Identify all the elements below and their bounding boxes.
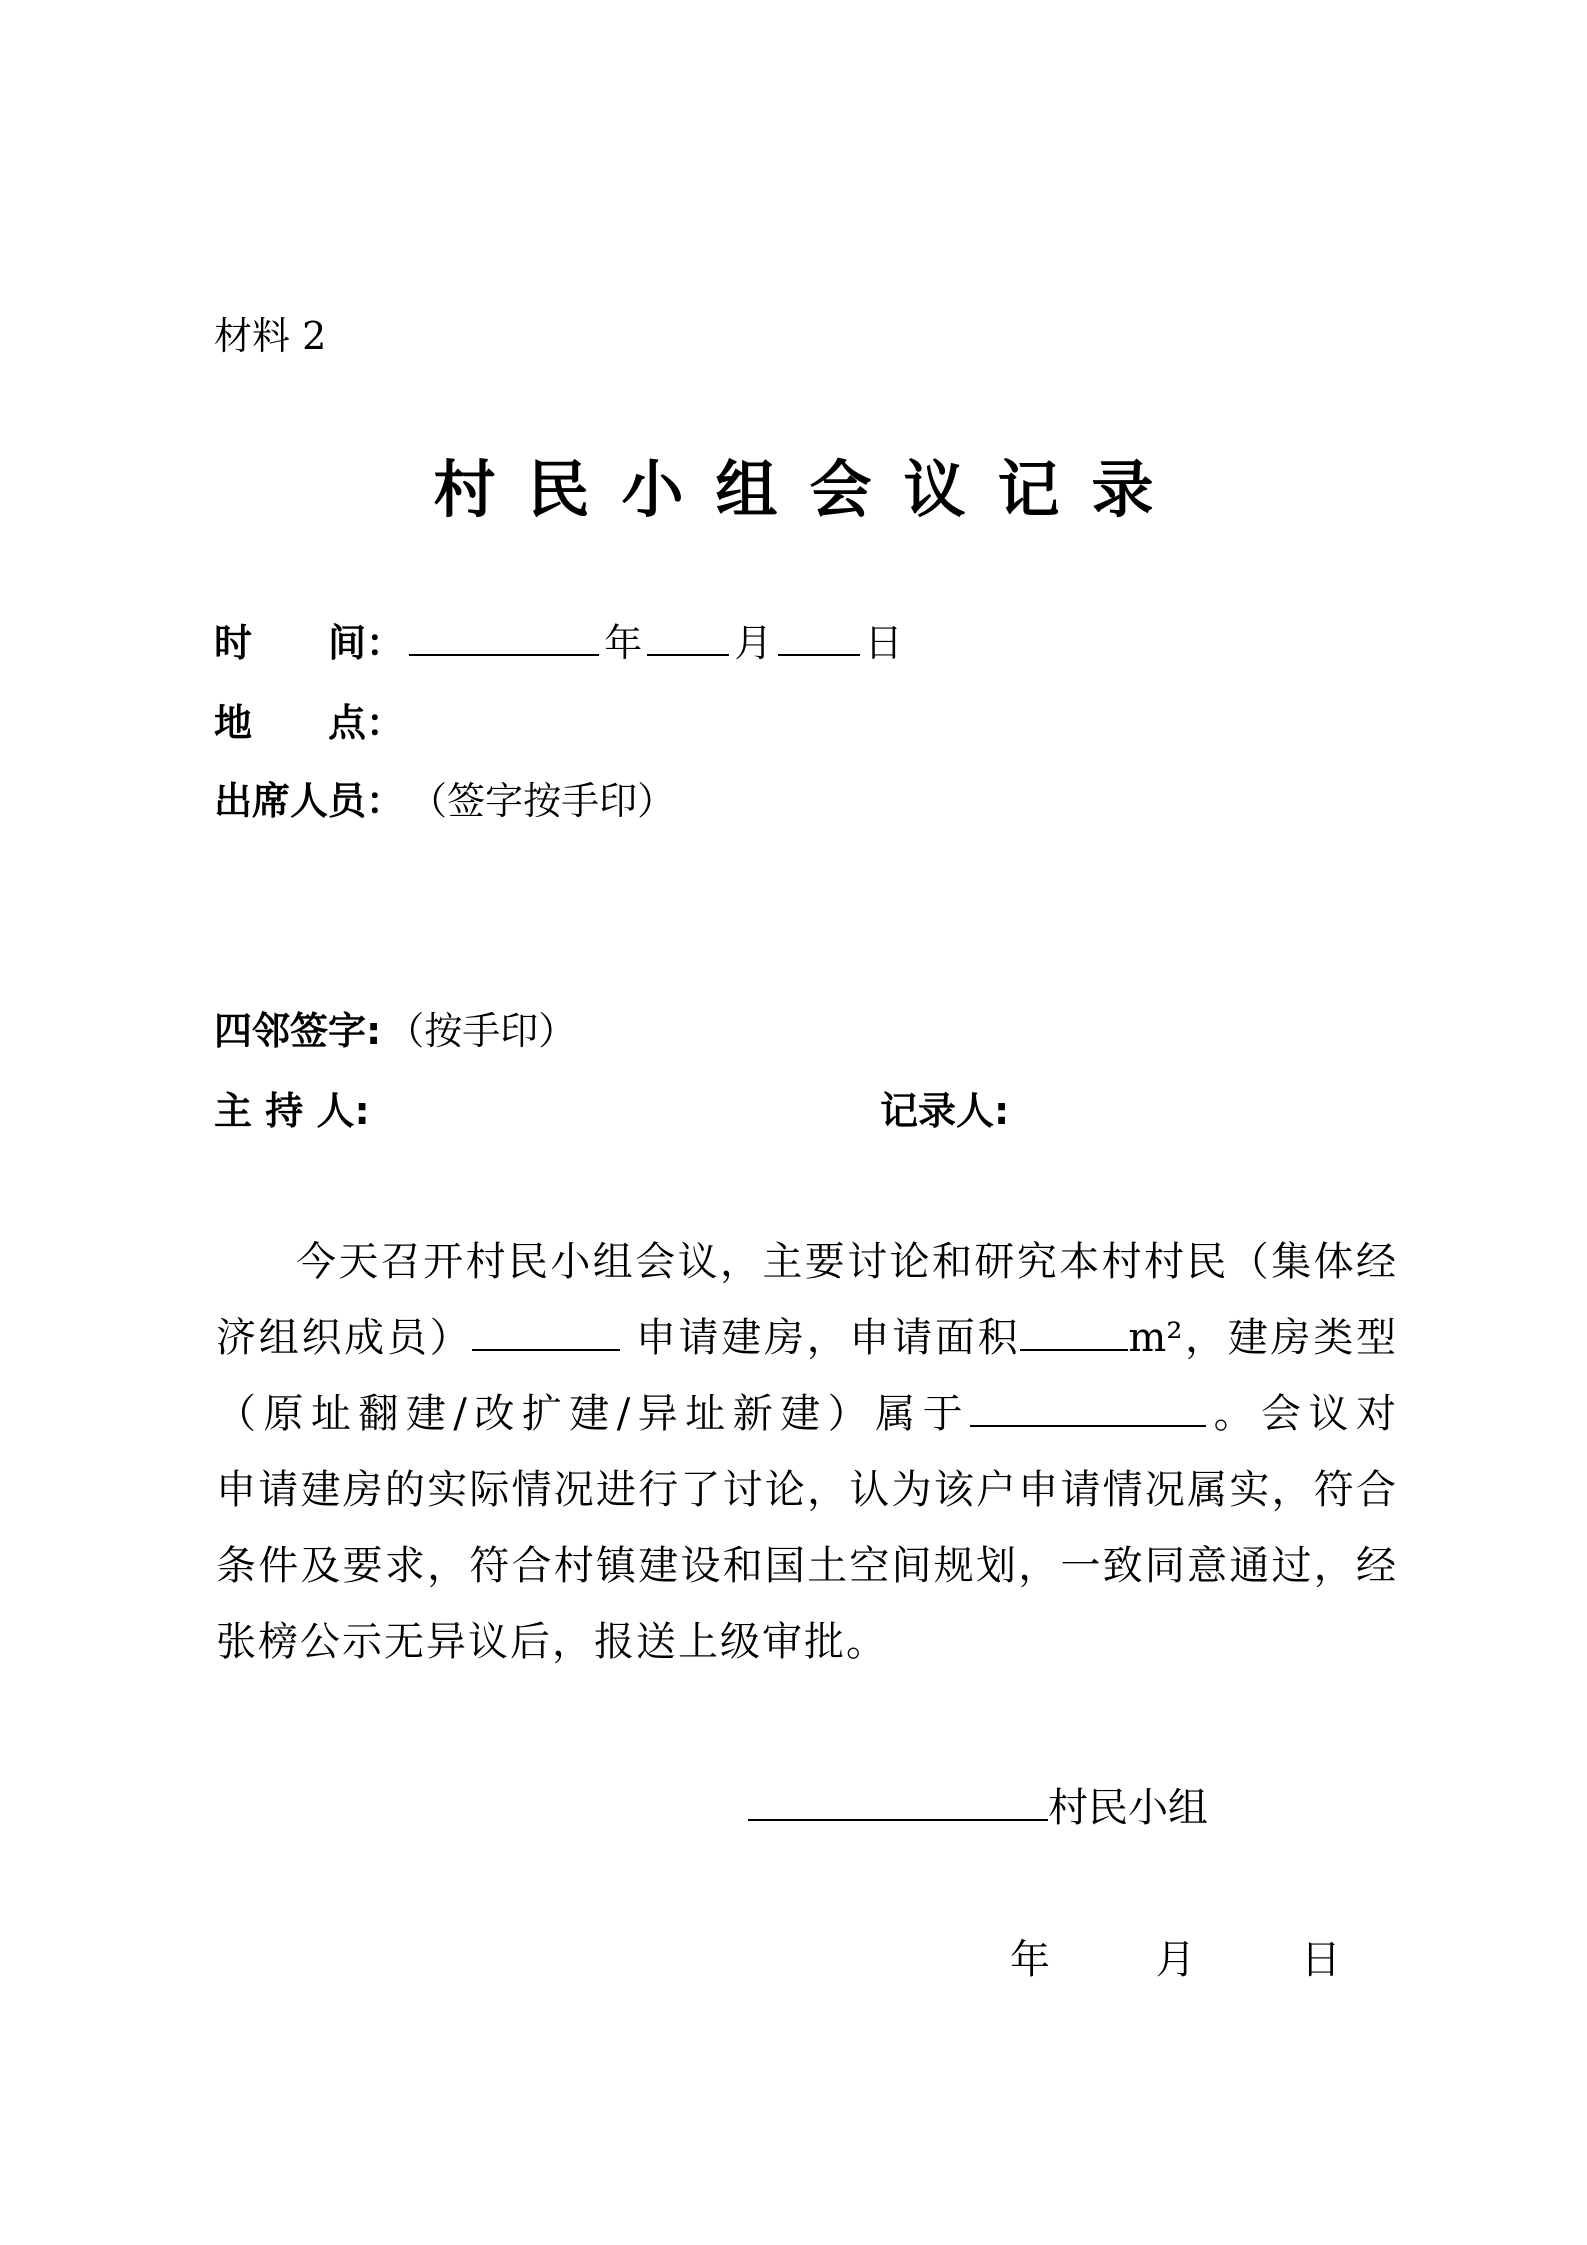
title-char: 村 <box>433 453 496 526</box>
group-name-blank[interactable] <box>748 1783 1048 1821</box>
title-char: 民 <box>527 453 590 526</box>
paragraph-text: ，建房类型 <box>1182 1315 1397 1361</box>
paragraph-text: 济组织成员） <box>216 1315 473 1361</box>
area-unit: m² <box>1128 1315 1183 1361</box>
signature-date <box>1010 1928 1341 1985</box>
paragraph-line-2 <box>216 1306 1396 1363</box>
signature-day: 日 <box>1300 1937 1341 1983</box>
day-blank[interactable] <box>778 618 860 656</box>
paragraph-text: （原址翻建/改扩建/异址新建）属于 <box>216 1391 971 1437</box>
group-suffix: 村民小组 <box>1048 1785 1208 1831</box>
time-row <box>214 612 903 667</box>
month-blank[interactable] <box>647 618 729 656</box>
document-title <box>0 440 1587 529</box>
title-char: 组 <box>715 453 778 526</box>
area-blank[interactable] <box>1020 1313 1128 1351</box>
paragraph-line-6: 张榜公示无异议后，报送上级审批。 <box>216 1619 888 1665</box>
host-label: 主 持 人: <box>214 1089 370 1133</box>
applicant-blank[interactable] <box>472 1313 620 1351</box>
paragraph-line-3 <box>216 1382 1396 1439</box>
month-label: 月 <box>734 621 773 665</box>
title-char: 小 <box>621 453 684 526</box>
material-label: 材料 2 <box>214 314 327 358</box>
time-label: 时 间： <box>214 621 405 665</box>
paragraph-text: 申请建房，申请面积 <box>635 1315 1021 1361</box>
paragraph-line-5: 条件及要求，符合村镇建设和国土空间规划，一致同意通过，经 <box>216 1543 1396 1589</box>
attendees-note: （签字按手印） <box>409 779 676 823</box>
signature-year: 年 <box>1010 1937 1050 1983</box>
signature-group-row <box>748 1776 1208 1833</box>
day-label: 日 <box>864 621 903 665</box>
building-type-blank[interactable] <box>970 1389 1206 1427</box>
title-char: 会 <box>809 453 872 526</box>
year-blank[interactable] <box>409 618 599 656</box>
signature-month: 月 <box>1155 1937 1196 1983</box>
title-char: 记 <box>997 453 1060 526</box>
title-char: 议 <box>903 453 966 526</box>
attendees-row <box>214 770 675 825</box>
paragraph-line-4: 申请建房的实际情况进行了讨论，认为该户申请情况属实，符合 <box>216 1467 1396 1513</box>
neighbors-label: 四邻签字: <box>214 1009 382 1053</box>
recorder-label: 记录人: <box>880 1089 1010 1133</box>
year-label: 年 <box>604 621 643 665</box>
paragraph-text: 。会议对 <box>1206 1391 1397 1437</box>
neighbors-note: （按手印） <box>386 1009 577 1053</box>
paragraph-line-1: 今天召开村民小组会议，主要讨论和研究本村村民（集体经 <box>296 1239 1396 1285</box>
neighbors-row <box>214 1000 576 1055</box>
title-char: 录 <box>1091 453 1154 526</box>
attendees-label: 出席人员： <box>214 779 405 823</box>
place-label: 地 点： <box>214 701 405 745</box>
